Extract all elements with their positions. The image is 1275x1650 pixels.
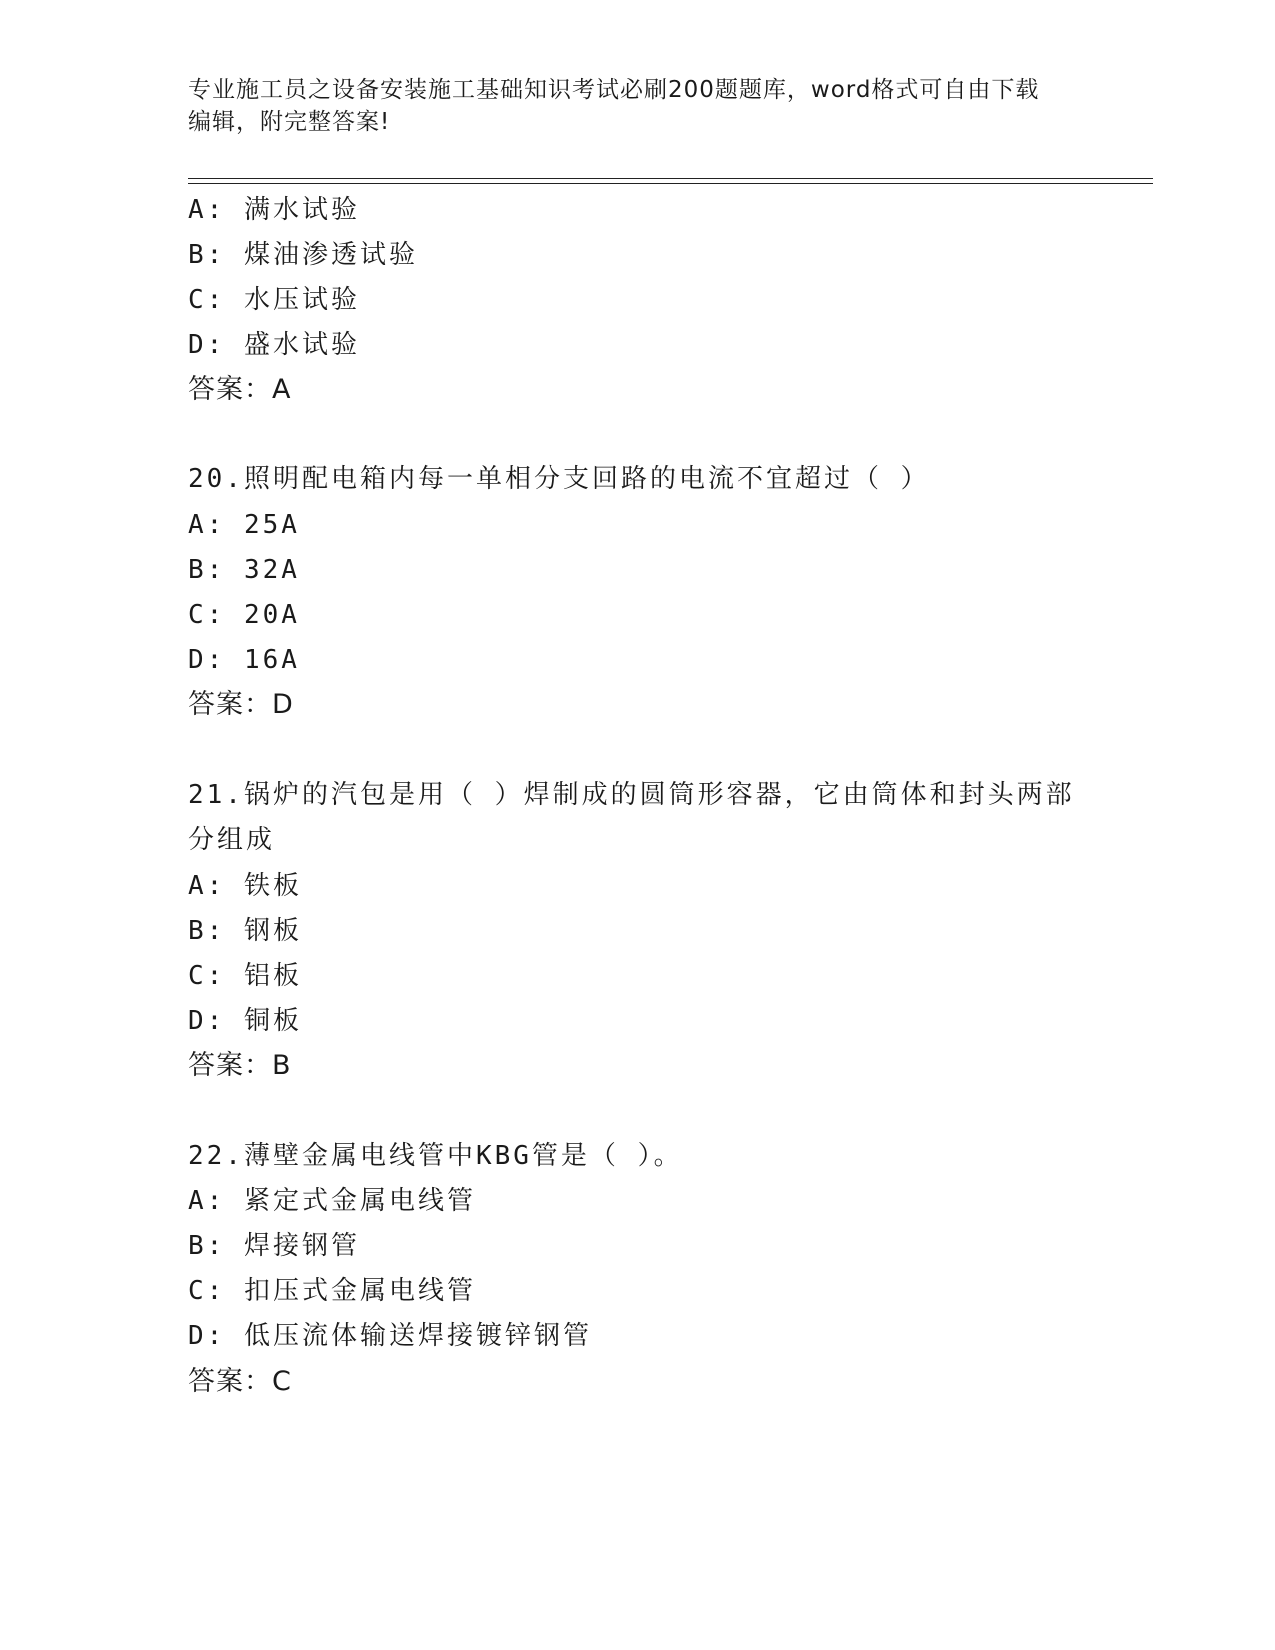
q21-question-line-1: 21.锅炉的汽包是用（ ）焊制成的圆筒形容器，它由筒体和封头两部 [188,780,1075,810]
q19-option-c: C: 水压试验 [188,285,360,315]
header-title-line-2: 编辑，附完整答案! [188,109,391,135]
header-divider-bottom [188,183,1153,184]
q21-answer: 答案：B [188,1050,292,1081]
q19-option-d: D: 盛水试验 [188,330,360,360]
q21-option-c: C: 铝板 [188,961,302,991]
header-title-line-1: 专业施工员之设备安装施工基础知识考试必刷200题题库，word格式可自由下载 [188,77,1040,103]
q22-question: 22.薄壁金属电线管中KBG管是（ ）。 [188,1141,683,1171]
q19-answer: 答案：A [188,374,292,405]
document-header [188,74,1088,138]
q20-option-d: D: 16A [188,645,300,675]
q19-option-a: A: 满水试验 [188,195,360,225]
q20-option-a: A: 25A [188,510,300,540]
q20-question: 20.照明配电箱内每一单相分支回路的电流不宜超过（ ） [188,464,930,494]
q22-answer: 答案：C [188,1366,292,1397]
q22-option-b: B: 焊接钢管 [188,1231,360,1261]
q22-option-c: C: 扣压式金属电线管 [188,1276,476,1306]
q22-option-a: A: 紧定式金属电线管 [188,1186,476,1216]
q21-option-a: A: 铁板 [188,871,302,901]
q19-option-b: B: 煤油渗透试验 [188,240,418,270]
header-divider-top [188,178,1153,179]
q22-option-d: D: 低压流体输送焊接镀锌钢管 [188,1321,592,1351]
q21-question-line-2: 分组成 [188,825,276,855]
q21-option-d: D: 铜板 [188,1006,302,1036]
q21-option-b: B: 钢板 [188,916,302,946]
q20-answer: 答案：D [188,689,294,720]
q20-option-b: B: 32A [188,555,300,585]
q20-option-c: C: 20A [188,600,300,630]
